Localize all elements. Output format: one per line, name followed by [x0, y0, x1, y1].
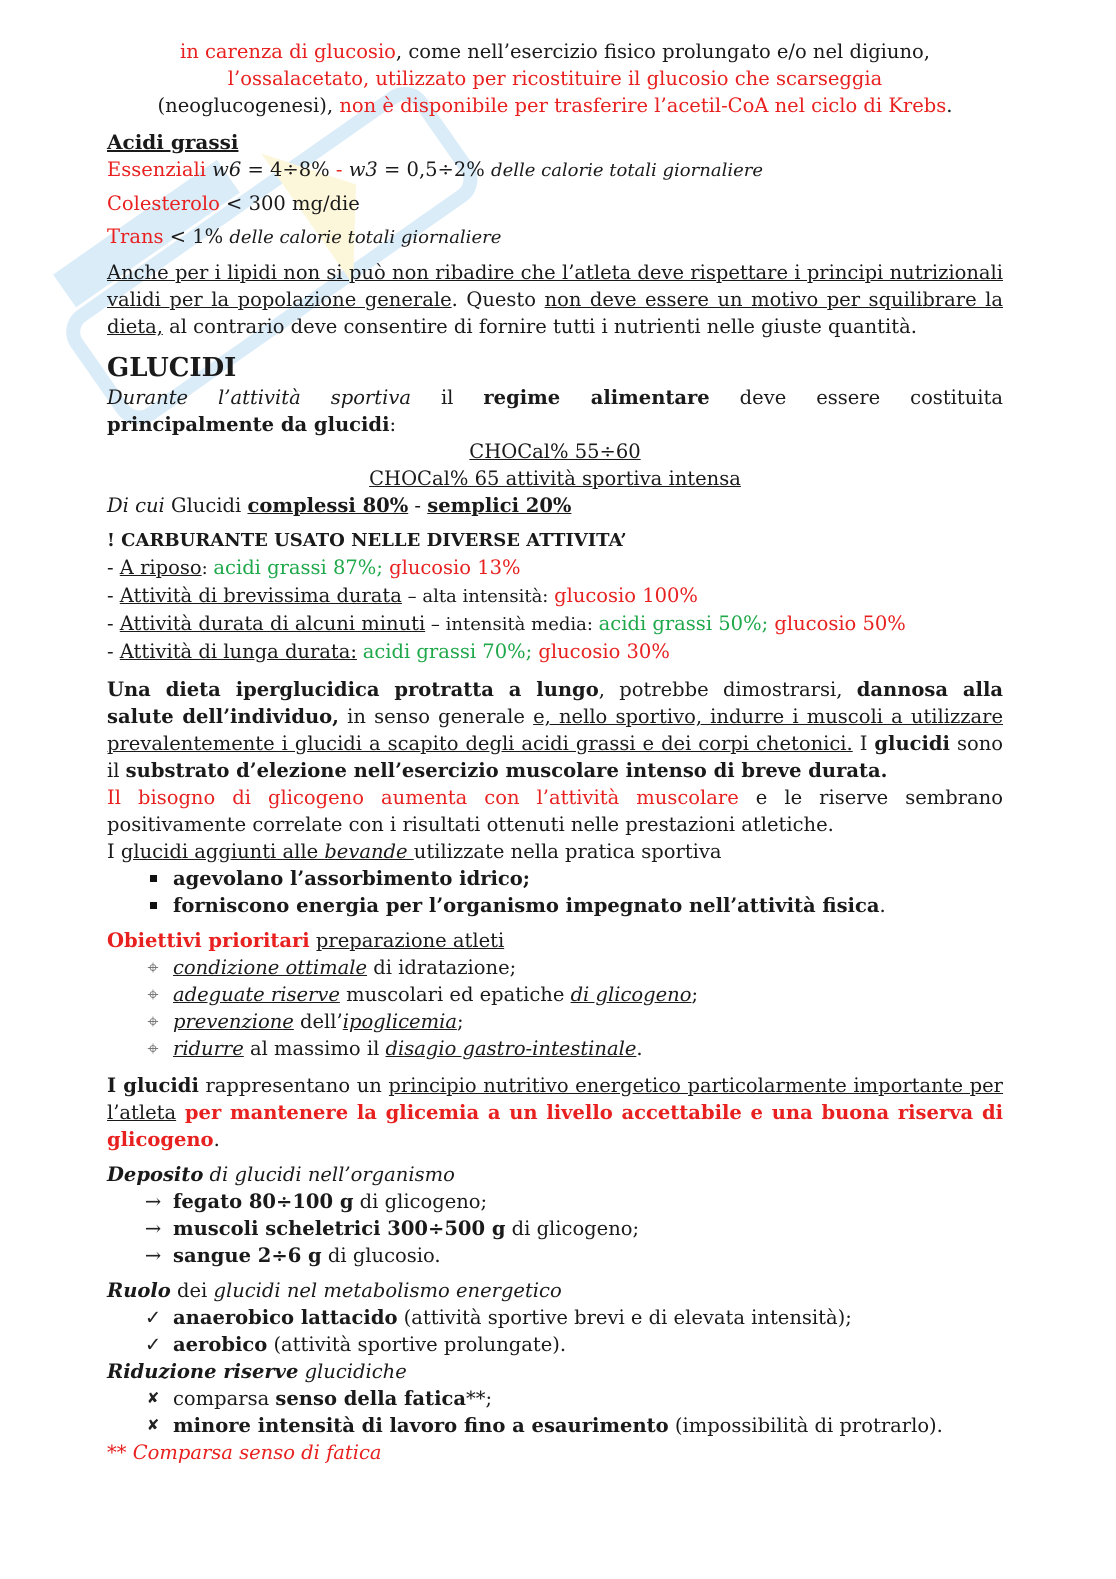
intro-line-3: (neoglucogenesi), non è disponibile per trasferire l’acetil-CoA nel ciclo di Krebs. [157, 94, 953, 117]
item-text: (attività sportive brevi e di elevata intensità); [397, 1306, 852, 1329]
row-label: Attività di brevissima durata [119, 584, 402, 607]
item-bold: senso della fatica [275, 1387, 466, 1410]
row-dash: - [107, 640, 120, 663]
target-bullet-icon: ⌖ [147, 956, 159, 979]
riduzione-list [107, 1385, 1003, 1439]
row-label: A riposo [119, 556, 202, 579]
item-end: ; [509, 956, 517, 979]
cross-icon: ✘ [146, 1389, 160, 1407]
item-text: di idratazione [367, 956, 510, 979]
obiettivi-list [107, 954, 1003, 1062]
item-key: prevenzione [173, 1010, 294, 1033]
item-end: (impossibilità di protrarlo). [668, 1414, 943, 1437]
list-item [107, 1412, 1003, 1439]
arrow-right-icon: → [144, 1190, 162, 1213]
item-text: (attività sportive prolungate). [267, 1333, 567, 1356]
item-key: condizione ottimale [173, 956, 368, 979]
dieta-paragraph: Una dieta iperglucidica protratta a lungo, potrebbe dimostrarsi, dannosa alla salute dell’individuo, in senso generale e, nello sportivo, indurre i muscoli a utilizzare prevalentemente i glucidi a scapito degli acidi grassi e dei corpi chetonici. I glucidi sono il substrato d’elezione nell’esercizio muscolare intenso di breve durata. [107, 678, 1003, 782]
item-text: muscolari ed epatiche [339, 983, 571, 1006]
row-dash: - [107, 612, 120, 635]
item-bold: minore intensità di lavoro fino a esaurimento [173, 1414, 669, 1437]
riduzione-heading: Riduzione riserve glucidiche [107, 1360, 407, 1383]
list-item [107, 1035, 1003, 1062]
document-page [107, 38, 1003, 1466]
list-item [107, 954, 1003, 981]
arrow-right-icon: → [144, 1244, 162, 1267]
intro-line-2: l’ossalacetato, utilizzato per ricostituire il glucosio che scarseggia [227, 67, 883, 90]
carburante-row [107, 610, 1003, 638]
item-key-2: disagio gastro-intestinale [385, 1037, 637, 1060]
check-icon: ✓ [144, 1306, 162, 1329]
carburante-row [107, 638, 1003, 666]
carburante-heading: ! CARBURANTE USATO NELLE DIVERSE ATTIVITA’ [107, 530, 627, 551]
list-item [107, 1385, 1003, 1412]
dicui-line: Di cui Glucidi complessi 80% - semplici 20% [107, 494, 572, 517]
deposito-heading: Deposito di glucidi nell’organismo [107, 1163, 455, 1186]
intro-line-1: in carenza di glucosio, come nell’esercizio fisico prolungato e/o nel digiuno, [180, 40, 930, 63]
row-acidi: acidi grassi 50%; [598, 612, 769, 635]
chocal-line-2: CHOCal% 65 attività sportiva intensa [369, 467, 741, 490]
target-bullet-icon: ⌖ [147, 1037, 159, 1060]
list-item [107, 1008, 1003, 1035]
list-item [107, 1304, 1003, 1331]
list-item [107, 1188, 1003, 1215]
item-text: comparsa [173, 1387, 276, 1410]
glucidi-intro-line-2: principalmente da glucidi: [107, 413, 397, 436]
target-bullet-icon: ⌖ [147, 1010, 159, 1033]
row-glucosio: glucosio 100% [554, 584, 698, 607]
item-end: **; [466, 1387, 493, 1410]
row-label: Attività durata di alcuni minuti [119, 612, 426, 635]
bevande-line: I glucidi aggiunti alle bevande utilizzate nella pratica sportiva [107, 840, 722, 863]
item-bold: aerobico [173, 1333, 268, 1356]
row-intensity: – intensità media: [425, 614, 599, 635]
item-bold: anaerobico lattacido [173, 1306, 398, 1329]
target-bullet-icon: ⌖ [147, 983, 159, 1006]
list-item [107, 1242, 1003, 1269]
trans-line: Trans < 1% delle calorie totali giornaliere [107, 225, 502, 248]
item-text: al massimo il [243, 1037, 386, 1060]
colesterolo-line: Colesterolo < 300 mg/die [107, 192, 360, 215]
square-bullet-icon [141, 892, 165, 919]
carburante-row [107, 554, 1003, 582]
list-item [107, 1331, 1003, 1358]
item-key: ridurre [173, 1037, 244, 1060]
item-text: di glicogeno; [353, 1190, 488, 1213]
item-bold: fegato 80÷100 g [173, 1190, 354, 1213]
row-acidi: acidi grassi 87%; [213, 556, 383, 579]
item-bold: sangue 2÷6 g [173, 1244, 322, 1267]
item-text: dell’ [293, 1010, 343, 1033]
obiettivi-heading: Obiettivi prioritari preparazione atleti [107, 929, 505, 952]
square-bullet-icon [141, 865, 165, 892]
list-item: agevolano l’assorbimento idrico; [107, 865, 1003, 892]
ruolo-list [107, 1304, 1003, 1358]
item-key: adeguate riserve [173, 983, 340, 1006]
list-item: forniscono energia per l’organismo impegnato nell’attività fisica. [107, 892, 1003, 919]
bevande-bullets [107, 865, 1003, 919]
row-intensity: – alta intensità: [401, 586, 555, 607]
glicogeno-paragraph: Il bisogno di glicogeno aumenta con l’attività muscolare e le riserve sembrano positivamente correlate con i risultati ottenuti nelle prestazioni atletiche. [107, 786, 1003, 836]
row-dash: - [107, 584, 120, 607]
rappresentano-paragraph: I glucidi rappresentano un principio nutritivo energetico particolarmente importante per l’atleta per mantenere la glicemia a un livello accettabile e una buona riserva di glicogeno. [107, 1074, 1003, 1151]
list-item [107, 981, 1003, 1008]
check-icon: ✓ [144, 1333, 162, 1356]
glucidi-heading: GLUCIDI [107, 353, 237, 383]
row-intensity: : [201, 558, 214, 579]
carburante-row [107, 582, 1003, 610]
row-dash: - [107, 556, 120, 579]
glucidi-intro-line-1: Durante l’attività sportiva il regime alimentare deve essere costituita [107, 386, 1003, 409]
item-key-2: ipoglicemia [342, 1010, 457, 1033]
arrow-right-icon: → [144, 1217, 162, 1240]
deposito-list [107, 1188, 1003, 1269]
ruolo-heading: Ruolo dei glucidi nel metabolismo energetico [107, 1279, 562, 1302]
item-key-2: di glicogeno [570, 983, 692, 1006]
row-glucosio: glucosio 50% [774, 612, 906, 635]
row-label: Attività di lunga durata: [119, 640, 357, 663]
item-end: ; [456, 1010, 464, 1033]
row-acidi: acidi grassi 70%; [362, 640, 533, 663]
row-glucosio: glucosio 30% [538, 640, 670, 663]
item-end: . [636, 1037, 643, 1060]
item-text: di glucosio. [321, 1244, 441, 1267]
lipidi-paragraph: Anche per i lipidi non si può non ribadire che l’atleta deve rispettare i principi nutrizionali validi per la popolazione generale. Questo non deve essere un motivo per squilibrare la dieta, al contrario deve consentire di fornire tutti i nutrienti nelle giuste quantità. [107, 261, 1003, 338]
chocal-line-1: CHOCal% 55÷60 [469, 440, 641, 463]
carburante-list [107, 554, 1003, 666]
item-end: ; [691, 983, 699, 1006]
item-text: di glicogeno; [505, 1217, 640, 1240]
cross-icon: ✘ [146, 1416, 160, 1434]
acidi-grassi-heading: Acidi grassi [107, 130, 239, 154]
list-item [107, 1215, 1003, 1242]
row-glucosio: glucosio 13% [389, 556, 521, 579]
essenziali-line: Essenziali w6 = 4÷8% - w3 = 0,5÷2% delle calorie totali giornaliere [107, 158, 763, 181]
footnote-fatica: ** Comparsa senso di fatica [107, 1441, 382, 1464]
item-bold: muscoli scheletrici 300÷500 g [173, 1217, 506, 1240]
